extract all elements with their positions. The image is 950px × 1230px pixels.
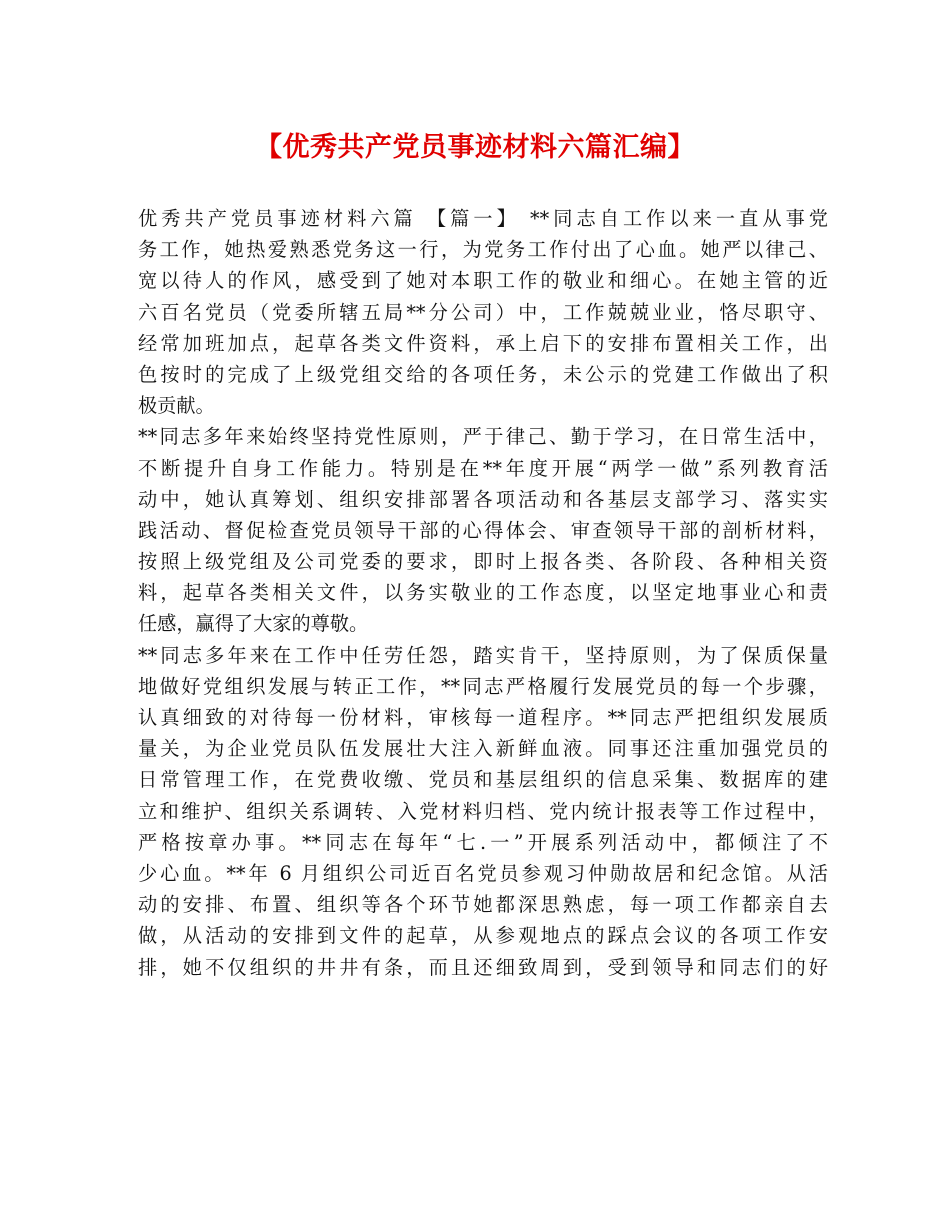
- paragraph-3: [138, 640, 828, 983]
- text-line: 宽以待人的作风，感受到了她对本职工作的敬业和细心。在她主管的近: [138, 269, 828, 293]
- text-line: 务工作，她热爱熟悉党务这一行，为党务工作付出了心血。她严以律己、: [138, 238, 828, 262]
- text-line: 不断提升自身工作能力。特别是在**年度开展“两学一做”系列教育活: [138, 456, 828, 480]
- text-line: 任感，赢得了大家的尊敬。: [138, 612, 369, 636]
- document-body: [138, 203, 828, 983]
- paragraph-1: [138, 203, 828, 421]
- text-line: **同志多年来在工作中任劳任怨，踏实肯干，坚持原则，为了保质保量: [138, 643, 828, 667]
- paragraph-2: [138, 421, 828, 639]
- text-line: 认真细致的对待每一份材料，审核每一道程序。**同志严把组织发展质: [138, 706, 828, 729]
- text-line: 优秀共产党员事迹材料六篇 【篇一】 **同志自工作以来一直从事党: [138, 207, 828, 230]
- text-line: 立和维护、组织关系调转、入党材料归档、党内统计报表等工作过程中，: [138, 799, 828, 823]
- text-line: 按照上级党组及公司党委的要求，即时上报各类、各阶段、各种相关资: [138, 550, 828, 574]
- document-title: 【优秀共产党员事迹材料六篇汇编】: [255, 132, 695, 163]
- text-line: 极贡献。: [138, 394, 215, 418]
- text-line: **同志多年来始终坚持党性原则，严于律己、勤于学习，在日常生活中，: [138, 425, 828, 449]
- text-line: 严格按章办事。**同志在每年“七.一”开展系列活动中，都倾注了不: [138, 830, 828, 854]
- text-line: 六百名党员（党委所辖五局**分公司）中，工作兢兢业业，恪尽职守、: [138, 300, 828, 324]
- text-line: 日常管理工作，在党费收缴、党员和基层组织的信息采集、数据库的建: [138, 768, 828, 792]
- text-line: 动的安排、布置、组织等各个环节她都深思熟虑，每一项工作都亲自去: [138, 893, 828, 917]
- text-line: 排，她不仅组织的井井有条，而且还细致周到，受到领导和同志们的好: [138, 955, 828, 979]
- text-line: 践活动、督促检查党员领导干部的心得体会、审查领导干部的剖析材料，: [138, 518, 828, 542]
- text-line: 动中，她认真筹划、组织安排部署各项活动和各基层支部学习、落实实: [138, 487, 828, 511]
- text-line: 经常加班加点，起草各类文件资料，承上启下的安排布置相关工作，出: [138, 331, 828, 355]
- text-line: 量关，为企业党员队伍发展壮大注入新鲜血液。同事还注重加强党员的: [138, 737, 828, 761]
- text-line: 少心血。**年 6 月组织公司近百名党员参观习仲勋故居和纪念馆。从活: [138, 861, 828, 885]
- text-line: 色按时的完成了上级党组交给的各项任务，未公示的党建工作做出了积: [138, 362, 828, 386]
- text-line: 料，起草各类相关文件，以务实敬业的工作态度，以坚定地事业心和责: [138, 581, 828, 605]
- text-line: 地做好党组织发展与转正工作，**同志严格履行发展党员的每一个步骤，: [138, 674, 828, 698]
- text-line: 做，从活动的安排到文件的起草，从参观地点的踩点会议的各项工作安: [138, 924, 828, 948]
